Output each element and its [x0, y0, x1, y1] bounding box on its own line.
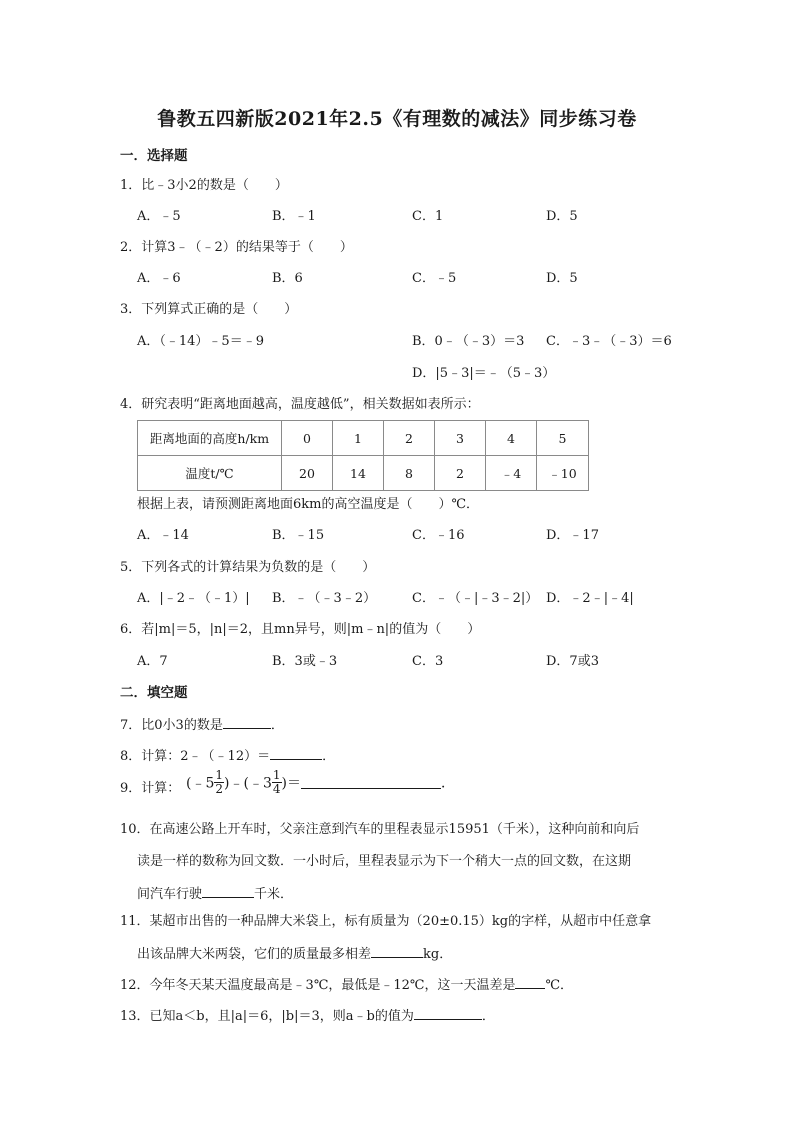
question-4-option-b: B．﹣15	[272, 528, 325, 543]
question-4-option-d: D．﹣17	[546, 528, 599, 543]
question-10-line-2: 读是一样的数称为回文数．一小时后，里程表显示为下一个稍大一点的回文数，在这期	[137, 854, 632, 869]
question-10-line-1: 10．在高速公路上开车时，父亲注意到汽车的里程表显示15951（千米），这种向前和向后	[120, 822, 640, 837]
question-1-option-d: D．5	[546, 209, 578, 224]
question-5-stem: 5．下列各式的计算结果为负数的是（ ）	[120, 560, 376, 575]
question-2-option-d: D．5	[546, 271, 578, 286]
question-5-option-d: D．﹣2﹣|﹣4|	[546, 591, 634, 606]
question-4-prompt: 根据上表，请预测距离地面6km的高空温度是（ ）℃．	[137, 497, 480, 512]
table-cell: 3	[435, 421, 486, 456]
question-8-text: 8．计算：2﹣（﹣12）＝	[120, 749, 271, 764]
question-6-option-d: D．7或3	[546, 654, 599, 669]
table-cell: 14	[333, 456, 384, 491]
question-1-option-b: B．﹣1	[272, 209, 316, 224]
fraction-one-half	[214, 769, 224, 796]
section-heading-choice: 一．选择题	[120, 148, 188, 164]
table-header-cell: 温度t/℃	[138, 456, 282, 491]
question-3-option-b: B．0﹣（﹣3）＝3	[412, 334, 525, 349]
question-8-end: ．	[322, 749, 336, 764]
question-3-option-d: D．|5﹣3|＝﹣（5﹣3）	[412, 366, 556, 381]
table-cell: 2	[384, 421, 435, 456]
question-11-text: 出该品牌大米两袋，它们的质量最多相差	[137, 947, 372, 962]
question-2-stem: 2．计算3﹣（﹣2）的结果等于（ ）	[120, 240, 353, 255]
question-1-option-a: A．﹣5	[137, 209, 181, 224]
question-3-option-a: A．（﹣14）﹣5＝﹣9	[137, 334, 264, 349]
fraction-denominator: 4	[272, 782, 281, 796]
question-12	[120, 976, 573, 994]
question-4-stem: 4．研究表明“距离地面越高，温度越低”，相关数据如表所示：	[120, 397, 480, 412]
question-11-end: kg．	[423, 947, 453, 962]
fraction-denominator: 2	[215, 782, 224, 796]
question-10-text: 间汽车行驶	[137, 887, 203, 902]
question-7-text: 7．比0小3的数是	[120, 718, 223, 733]
fraction-numerator: 1	[272, 768, 281, 782]
table-cell: 2	[435, 456, 486, 491]
table-cell: 20	[282, 456, 333, 491]
question-4-option-c: C．﹣16	[412, 528, 465, 543]
question-5-option-b: B．﹣（﹣3﹣2）	[272, 591, 377, 606]
question-13-end: ．	[481, 1009, 495, 1024]
question-9-end: ．	[440, 775, 455, 792]
question-9-expression	[186, 769, 455, 796]
answer-blank[interactable]	[301, 776, 441, 789]
question-1-stem: 1．比﹣3小2的数是（ ）	[120, 178, 288, 193]
question-6-option-c: C．3	[412, 654, 444, 669]
answer-blank[interactable]	[414, 1007, 482, 1020]
question-12-end: ℃．	[545, 978, 573, 993]
table-cell: 0	[282, 421, 333, 456]
table-cell: 1	[333, 421, 384, 456]
table-cell: 4	[486, 421, 537, 456]
fraction-one-quarter	[272, 769, 282, 796]
question-3-stem: 3．下列算式正确的是（ ）	[120, 302, 298, 317]
question-11-line-1: 11．某超市出售的一种品牌大米袋上，标有质量为（20±0.15）kg的字样，从超市中任意拿	[120, 914, 652, 929]
question-5-option-c: C．﹣（﹣|﹣3﹣2|）	[412, 591, 539, 606]
altitude-temperature-table	[137, 420, 589, 491]
question-6-stem: 6．若|m|＝5，|n|＝2，且mn异号，则|m﹣n|的值为（ ）	[120, 622, 481, 637]
question-9-label: 9．计算：	[120, 781, 181, 796]
question-13-text: 13．已知a＜b，且|a|＝6，|b|＝3，则a﹣b的值为	[120, 1009, 414, 1024]
table-cell: ﹣4	[486, 456, 537, 491]
question-8	[120, 747, 335, 765]
answer-blank[interactable]	[270, 747, 322, 760]
table-header-cell: 距离地面的高度h/km	[138, 421, 282, 456]
question-5-option-a: A．|﹣2﹣（﹣1）|	[137, 591, 250, 606]
expr-part: (﹣5	[186, 775, 215, 792]
fraction-numerator: 1	[215, 768, 224, 782]
answer-blank[interactable]	[202, 885, 254, 898]
question-12-text: 12．今年冬天某天温度最高是﹣3℃，最低是﹣12℃，这一天温差是	[120, 978, 516, 993]
question-7	[120, 716, 284, 734]
question-10-end: 千米．	[254, 887, 294, 902]
table-cell: ﹣10	[537, 456, 589, 491]
table-cell: 8	[384, 456, 435, 491]
question-6-option-a: A．7	[137, 654, 168, 669]
question-6-option-b: B．3或﹣3	[272, 654, 338, 669]
answer-blank[interactable]	[223, 716, 271, 729]
question-3-option-c: C．﹣3﹣（﹣3）＝6	[546, 334, 672, 349]
question-10-line-3	[137, 885, 293, 903]
section-heading-fill: 二．填空题	[120, 685, 188, 701]
table-cell: 5	[537, 421, 589, 456]
page-title: 鲁教五四新版2021年2.5《有理数的减法》同步练习卷	[157, 108, 637, 130]
question-2-option-a: A．﹣6	[137, 271, 181, 286]
expr-part: )＝	[281, 775, 301, 792]
question-1-option-c: C．1	[412, 209, 444, 224]
answer-blank[interactable]	[515, 976, 545, 989]
table-row	[138, 421, 589, 456]
question-2-option-c: C．﹣5	[412, 271, 457, 286]
question-4-option-a: A．﹣14	[137, 528, 189, 543]
question-7-end: ．	[270, 718, 284, 733]
question-2-option-b: B．6	[272, 271, 303, 286]
question-11-line-2	[137, 945, 452, 963]
expr-part: )﹣(﹣3	[224, 775, 272, 792]
table-row	[138, 456, 589, 491]
answer-blank[interactable]	[371, 945, 423, 958]
question-13	[120, 1007, 495, 1025]
